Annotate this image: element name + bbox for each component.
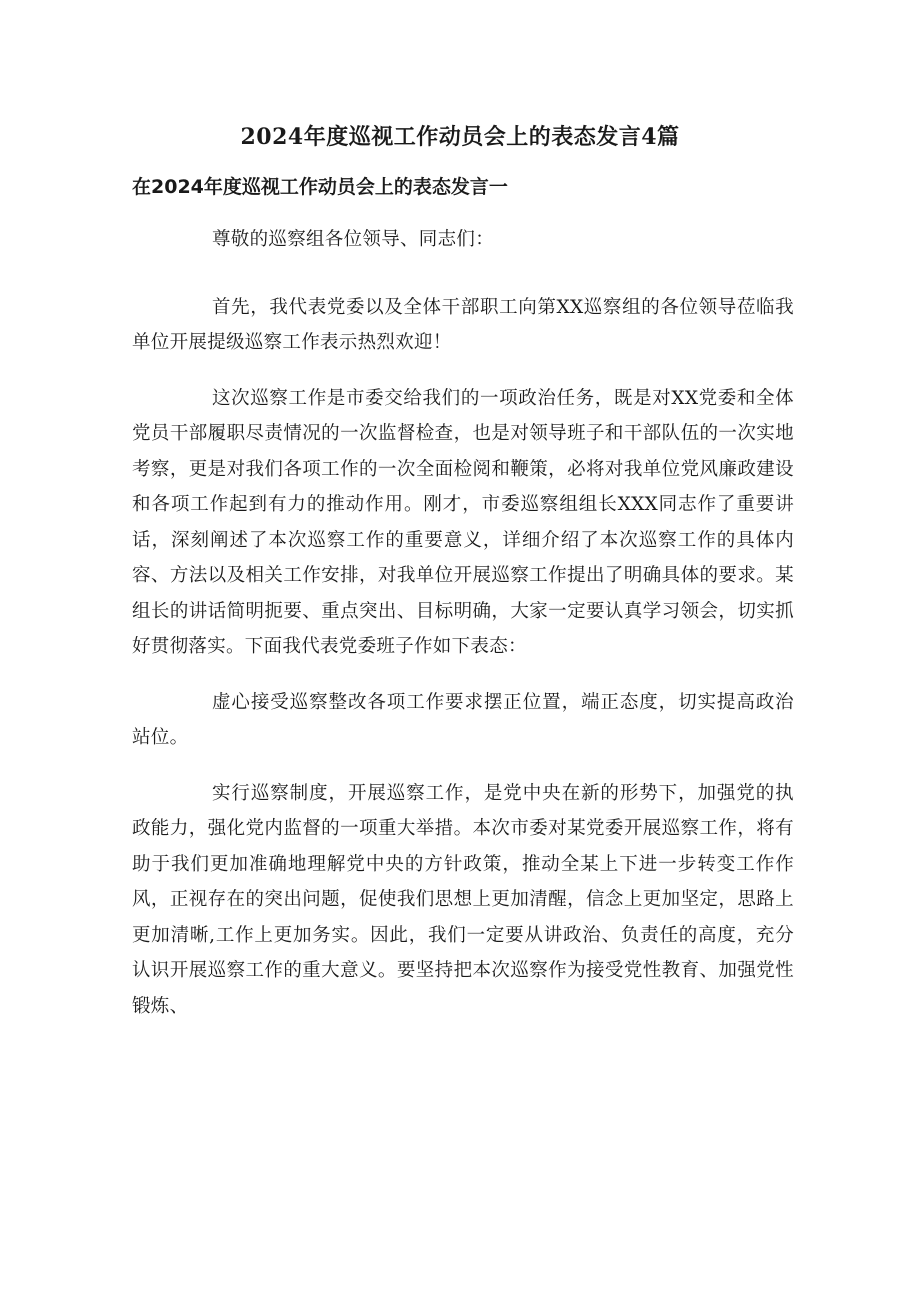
paragraph-welcome: 首先，我代表党委以及全体干部职工向第XX巡察组的各位领导莅临我单位开展提级巡察工作表示热烈欢迎！ bbox=[132, 296, 794, 353]
paragraph-attitude: 虚心接受巡察整改各项工作要求摆正位置，端正态度，切实提高政治站位。 bbox=[132, 691, 794, 748]
document-title: 2024年度巡视工作动员会上的表态发言4篇 bbox=[240, 124, 680, 150]
section-heading: 在2024年度巡视工作动员会上的表态发言一 bbox=[132, 176, 508, 198]
paragraph-inspection-system: 实行巡察制度，开展巡察工作，是党中央在新的形势下，加强党的执政能力，强化党内监督的一项重大举措。本次市委对某党委开展巡察工作，将有助于我们更加准确地理解党中央的方针政策，推动全某上下进一步转变工作作风，正视存在的突出问题，促使我们思想上更加清醒，信念上更加坚定，思路上更加清晰,工作上更加务实。因此，我们一定要从讲政治、负责任的高度，充分认识开展巡察工作的重大意义。要坚持把本次巡察作为接受党性教育、加强党性锻炼、 bbox=[132, 782, 794, 1017]
document-body bbox=[132, 222, 794, 1044]
paragraph-significance: 这次巡察工作是市委交给我们的一项政治任务，既是对XX党委和全体党员干部履职尽责情况的一次监督检查，也是对领导班子和干部队伍的一次实地考察，更是对我们各项工作的一次全面检阅和鞭策，必将对我单位党风廉政建设和各项工作起到有力的推动作用。刚才，市委巡察组组长XXX同志作了重要讲话，深刻阐述了本次巡察工作的重要意义，详细介绍了本次巡察工作的具体内容、方法以及相关工作安排，对我单位开展巡察工作提出了明确具体的要求。某组长的讲话简明扼要、重点突出、目标明确，大家一定要认真学习领会，切实抓好贯彻落实。下面我代表党委班子作如下表态： bbox=[132, 387, 794, 657]
paragraph-salutation: 尊敬的巡察组各位领导、同志们： bbox=[212, 229, 495, 250]
